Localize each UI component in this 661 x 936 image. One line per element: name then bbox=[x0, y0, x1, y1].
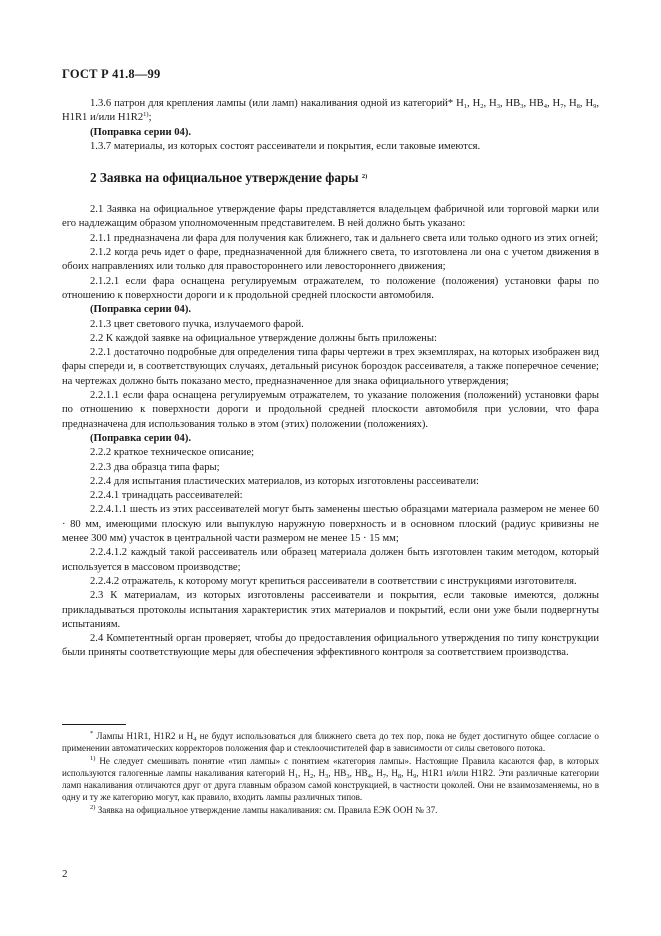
paragraph-2-1-2: 2.1.2 когда речь идет о фаре, предназначенной для ближнего света, то изготовлена ли она с учетом движения в обоих направлениях или только для правостороннего или левостороннего движения; bbox=[62, 247, 599, 273]
paragraph-2-4: 2.4 Компетентный орган проверяет, чтобы до предоставления официального утверждения по типу конструкции были приняты соответствующие меры для обеспечения эффективного контроля за соответствием производства. bbox=[62, 633, 599, 659]
page-number: 2 bbox=[62, 868, 68, 880]
paragraph-2-2-1-1: 2.2.1.1 если фара оснащена регулируемым отражателем, то указание положения (положений) установки фары по отношению к поверхности дороги и продольной средней плоскости автомобиля при условии, что фара предназначена для использования только в этом (этих) положении (положениях). bbox=[62, 390, 599, 430]
paragraph-2-2-1: 2.2.1 достаточно подробные для определения типа фары чертежи в трех экземплярах, на которых изображен вид фары спереди и, в соответствующих случаях, детальный рисунок бороздок рассеивателя, а также поперечное сечение; на чертежах должно быть показано место, предназначенное для знака официального утверждения; bbox=[62, 347, 599, 387]
footnote-separator bbox=[62, 724, 126, 725]
paragraph-2-2-4: 2.2.4 для испытания пластических материалов, из которых изготовлены рассеиватели: bbox=[90, 475, 479, 487]
amendment-note: (Поправка серии 04). bbox=[90, 304, 192, 316]
paragraph-2-1-3: 2.1.3 цвет светового пучка, излучаемого фарой. bbox=[90, 318, 304, 330]
paragraph-2-2-4-1: 2.2.4.1 тринадцать рассеивателей: bbox=[90, 490, 243, 502]
paragraph-2-2-3: 2.2.3 два образца типа фары; bbox=[90, 461, 220, 473]
paragraph-2-2-4-1-1: 2.2.4.1.1 шесть из этих рассеивателей могут быть заменены шестью образцами материала размером не менее 60 · 80 мм, имеющими плоскую или выпуклую наружную поверхность и в основном плоский (радиус кривизны не менее 300 мм) участок в центральной части размером не менее 15 · 15 мм; bbox=[62, 504, 599, 545]
paragraph-2-1-2-1: 2.1.2.1 если фара оснащена регулируемым отражателем, то положение (положения) установки фары по отношению к поверхности дороги и к продольной средней плоскости автомобиля. bbox=[62, 275, 599, 301]
paragraph-1-3-7: 1.3.7 материалы, из которых состоят рассеиватели и покрытия, если таковые имеются. bbox=[90, 140, 481, 152]
paragraph-2-2-4-1-2: 2.2.4.1.2 каждый такой рассеиватель или образец материала должен быть изготовлен таким методом, который используется в массовом производстве; bbox=[62, 547, 599, 573]
footnote-2: $^{2)}$ Заявка на официальное утверждение лампы накаливания: см. Правила ЕЭК ООН № 37. bbox=[90, 803, 438, 815]
paragraph-2-3: 2.3 К материалам, из которых изготовлены рассеиватели и покрытия, если таковые имеются, должны прикладываться протоколы испытания характеристик этих материалов и покрытий, если они уже были подвергнуты испытаниям. bbox=[62, 590, 599, 630]
amendment-note: (Поправка серии 04). bbox=[90, 432, 192, 444]
main-text bbox=[62, 97, 599, 661]
section-2-title: 2 Заявка на официальное утверждение фары $^{2)}$ bbox=[90, 170, 368, 186]
footnote-1: $^{1)}$ Не следует смешивать понятие «тип лампы» с понятием «категория лампы». Настоящие Правила касаются фар, в которых используются галогенные лампы накаливания категорий $H_1$, $H_2$, $H_3$, $HB_3$, $HB_4$, $H_7$, $H_8$, $H_9$, H1R1 и/или H1R2. Эти различные категории ламп накаливания отличаются друг от друга главным образом самой конструкцией, в частности цоколей. Они не взаимозаменяемы, но в одну и ту же категорию могут, как правило, входить лампы различных типов. bbox=[62, 754, 600, 803]
footnotes bbox=[62, 730, 599, 816]
paragraph-2-2: 2.2 К каждой заявке на официальное утверждение должны быть приложены: bbox=[90, 332, 437, 344]
amendment-note: (Поправка серии 04). bbox=[90, 126, 192, 138]
document-code-header: ГОСТ Р 41.8—99 bbox=[62, 67, 161, 81]
paragraph-2-2-2: 2.2.2 краткое техническое описание; bbox=[90, 447, 255, 459]
paragraph-2-1: 2.1 Заявка на официальное утверждение фары представляется владельцем фабричной или торговой марки или его надлежащим образом уполномоченным представителем. В ней должно быть указано: bbox=[62, 204, 599, 230]
paragraph-2-2-4-2: 2.2.4.2 отражатель, к которому могут крепиться рассеиватели в соответствии с инструкциями изготовителя. bbox=[90, 575, 577, 587]
paragraph-2-1-1: 2.1.1 предназначена ли фара для получения как ближнего, так и дальнего света или только одного из этих огней; bbox=[90, 232, 599, 244]
paragraph-1-3-6: 1.3.6 патрон для крепления лампы (или ламп) накаливания одной из категорий* $H_1$, $H_2$, $H_3$, $HB_3$, $HB_4$, $H_7$, $H_8$, $H_9$, H1R1 и/или H1R2$^{1)}$; bbox=[62, 98, 600, 124]
footnote-star: * Лампы H1R1, H1R2 и $H_4$ не будут использоваться для ближнего света до тех пор, пока не будет достигнуто общее согласие о применении автоматических корректоров положения фар и стеклоочистителей фар в зависимости от силы светового потока. bbox=[62, 730, 599, 754]
